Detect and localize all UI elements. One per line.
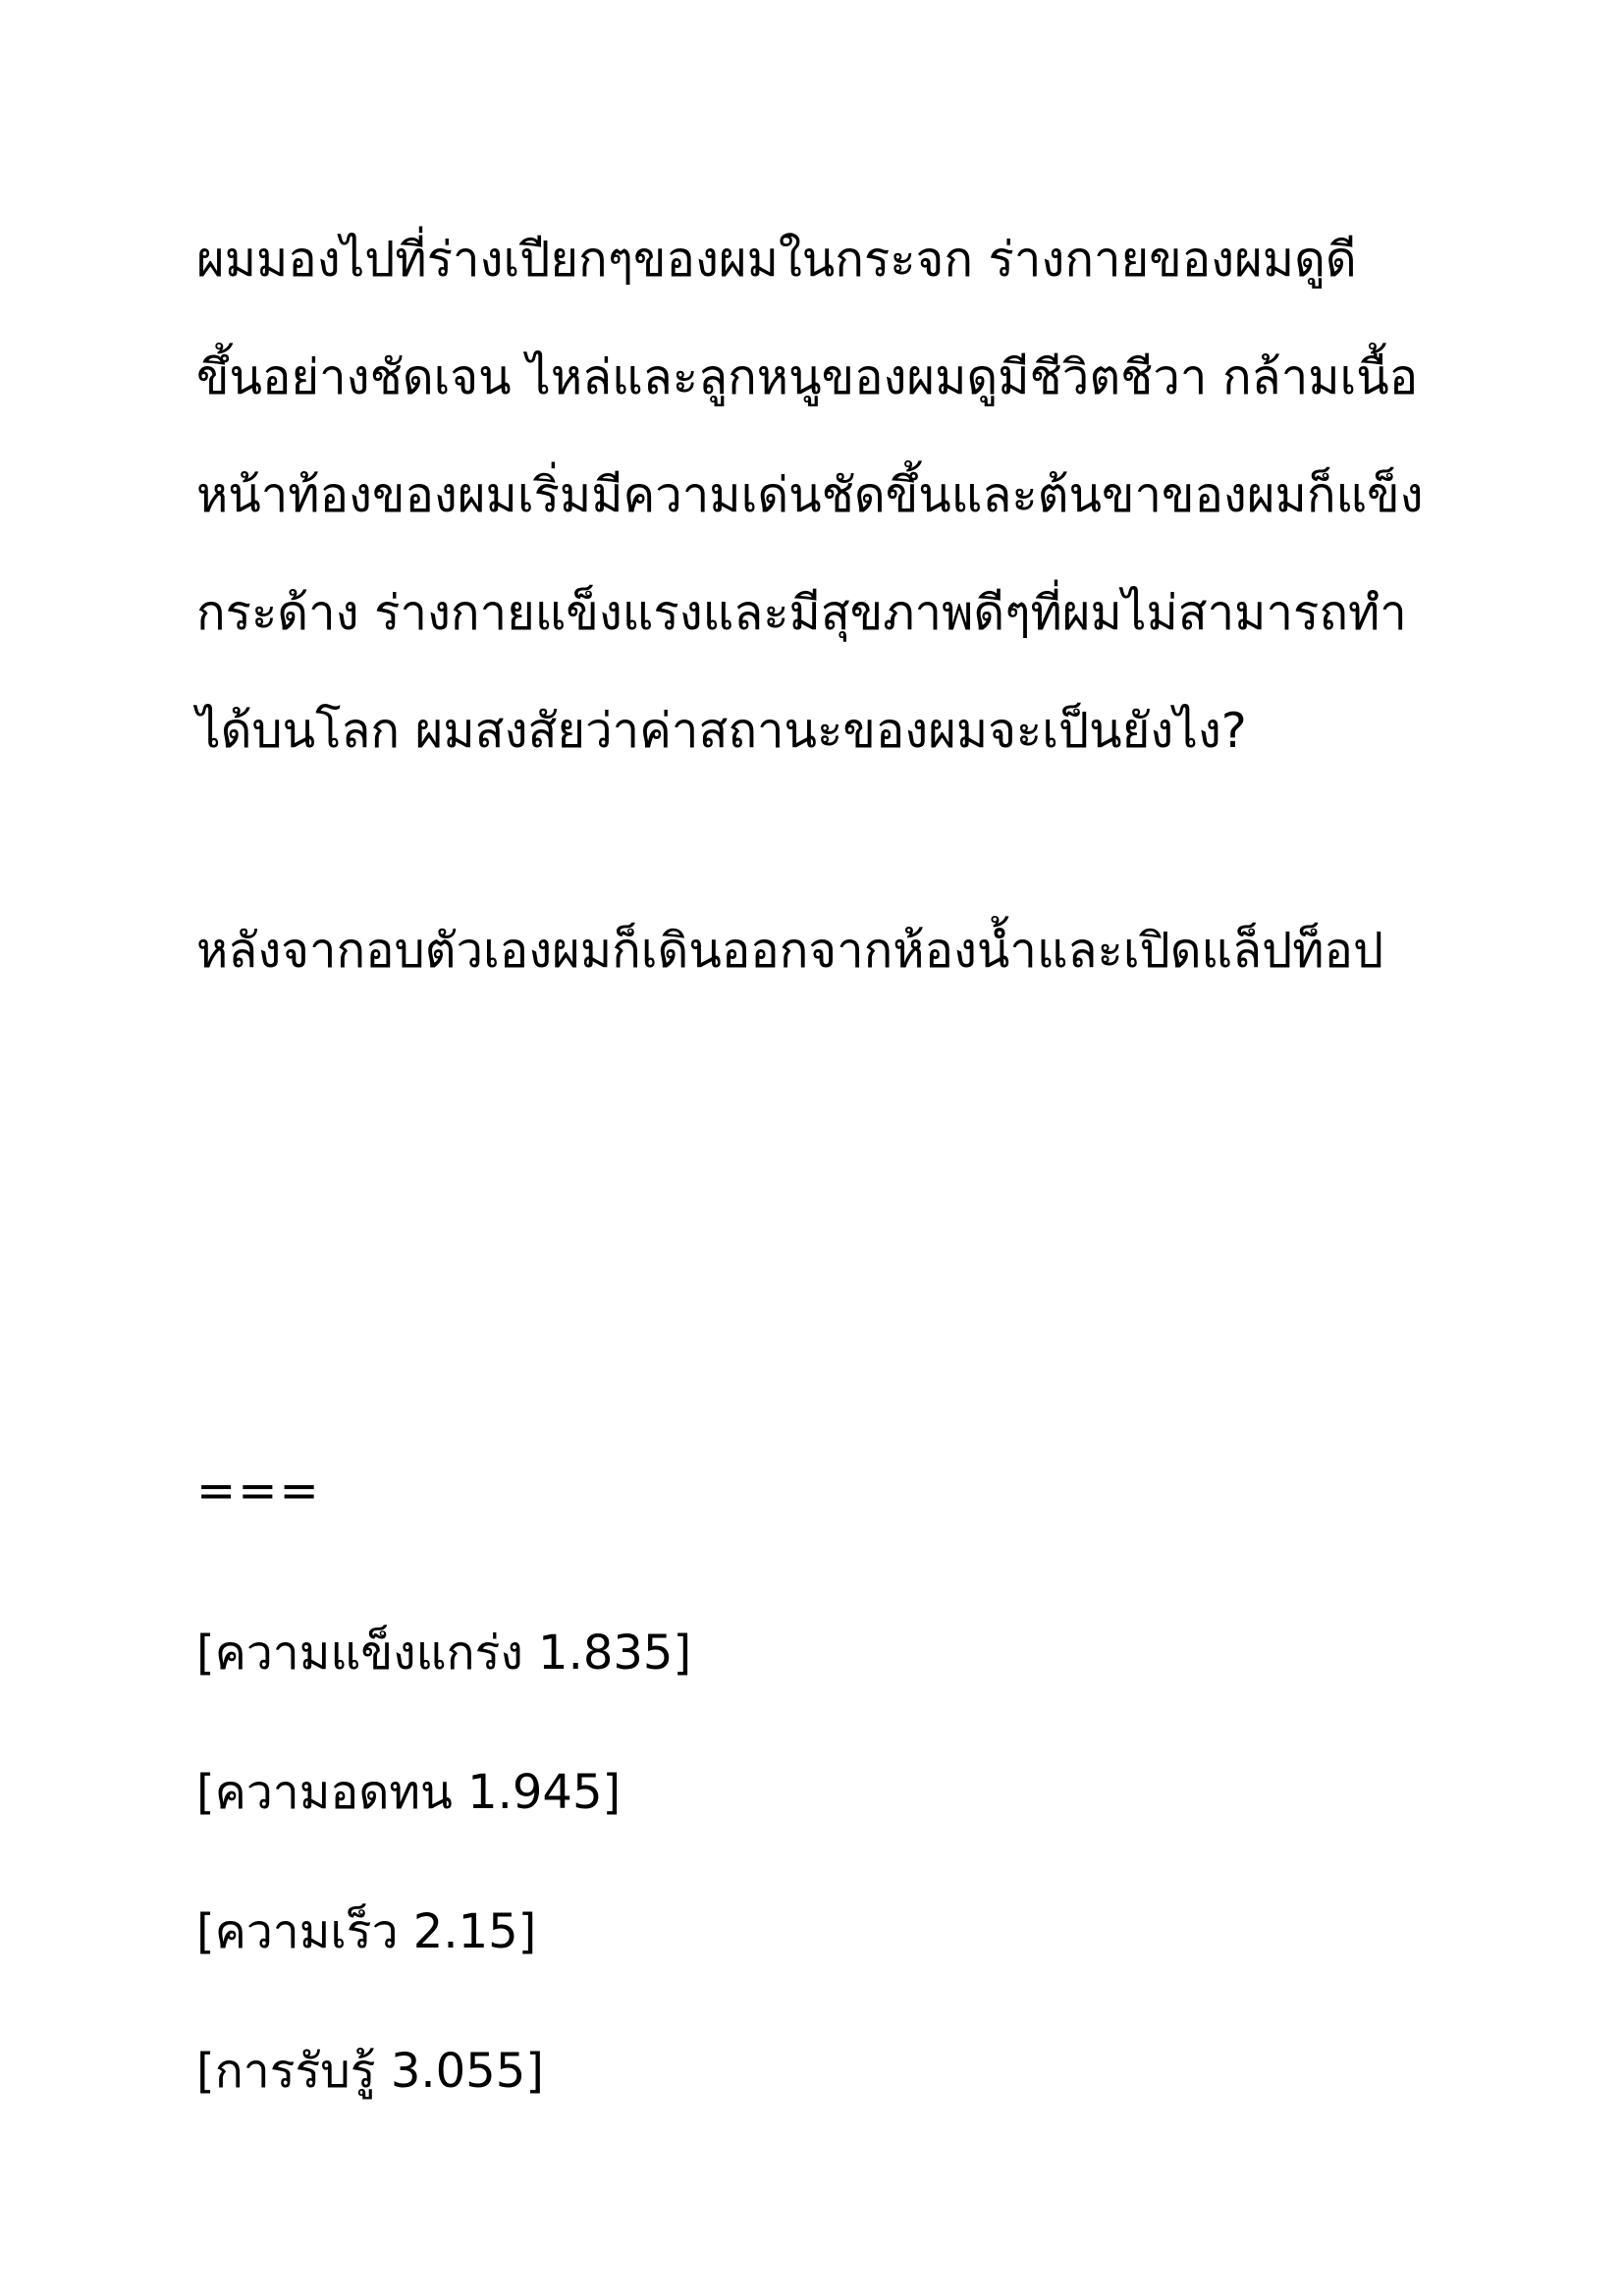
- stat-perception: [การรับรู้ 3.055]: [196, 2044, 544, 2099]
- stat-strength: [ความแข็งแกร่ง 1.835]: [196, 1626, 692, 1681]
- paragraph-open-laptop: [196, 892, 1463, 1010]
- stat-speed: [ความเร็ว 2.15]: [196, 1904, 537, 1959]
- section-divider: ===: [196, 1464, 321, 1519]
- stat-endurance: [ความอดทน 1.945]: [196, 1765, 622, 1820]
- paragraph-line: กระด้าง ร่างกายแข็งแรงและมีสุขภาพดีๆที่ผมไม่สามารถทำ: [196, 585, 1407, 641]
- paragraph-line: ขึ้นอย่างชัดเจน ไหล่และลูกหนูของผมดูมีชีวิตชีวา กล้ามเนื้อ: [196, 349, 1419, 405]
- status-list: [196, 1583, 1463, 2141]
- paragraph-mirror-reflection: [196, 201, 1463, 790]
- paragraph-line: ผมมองไปที่ร่างเปียกๆของผมในกระจก ร่างกายของผมดูดี: [196, 232, 1357, 288]
- paragraph-line: ได้บนโลก ผมสงสัยว่าค่าสถานะของผมจะเป็นยังไง?: [196, 703, 1247, 759]
- page-content: [196, 201, 1463, 2141]
- paragraph-line: หลังจากอบตัวเองผมก็เดินออกจากห้องน้ำและเปิดแล็ปท็อป: [196, 923, 1384, 979]
- paragraph-line: หน้าท้องของผมเริ่มมีความเด่นชัดขึ้นและต้นขาของผมก็แข็ง: [196, 467, 1424, 523]
